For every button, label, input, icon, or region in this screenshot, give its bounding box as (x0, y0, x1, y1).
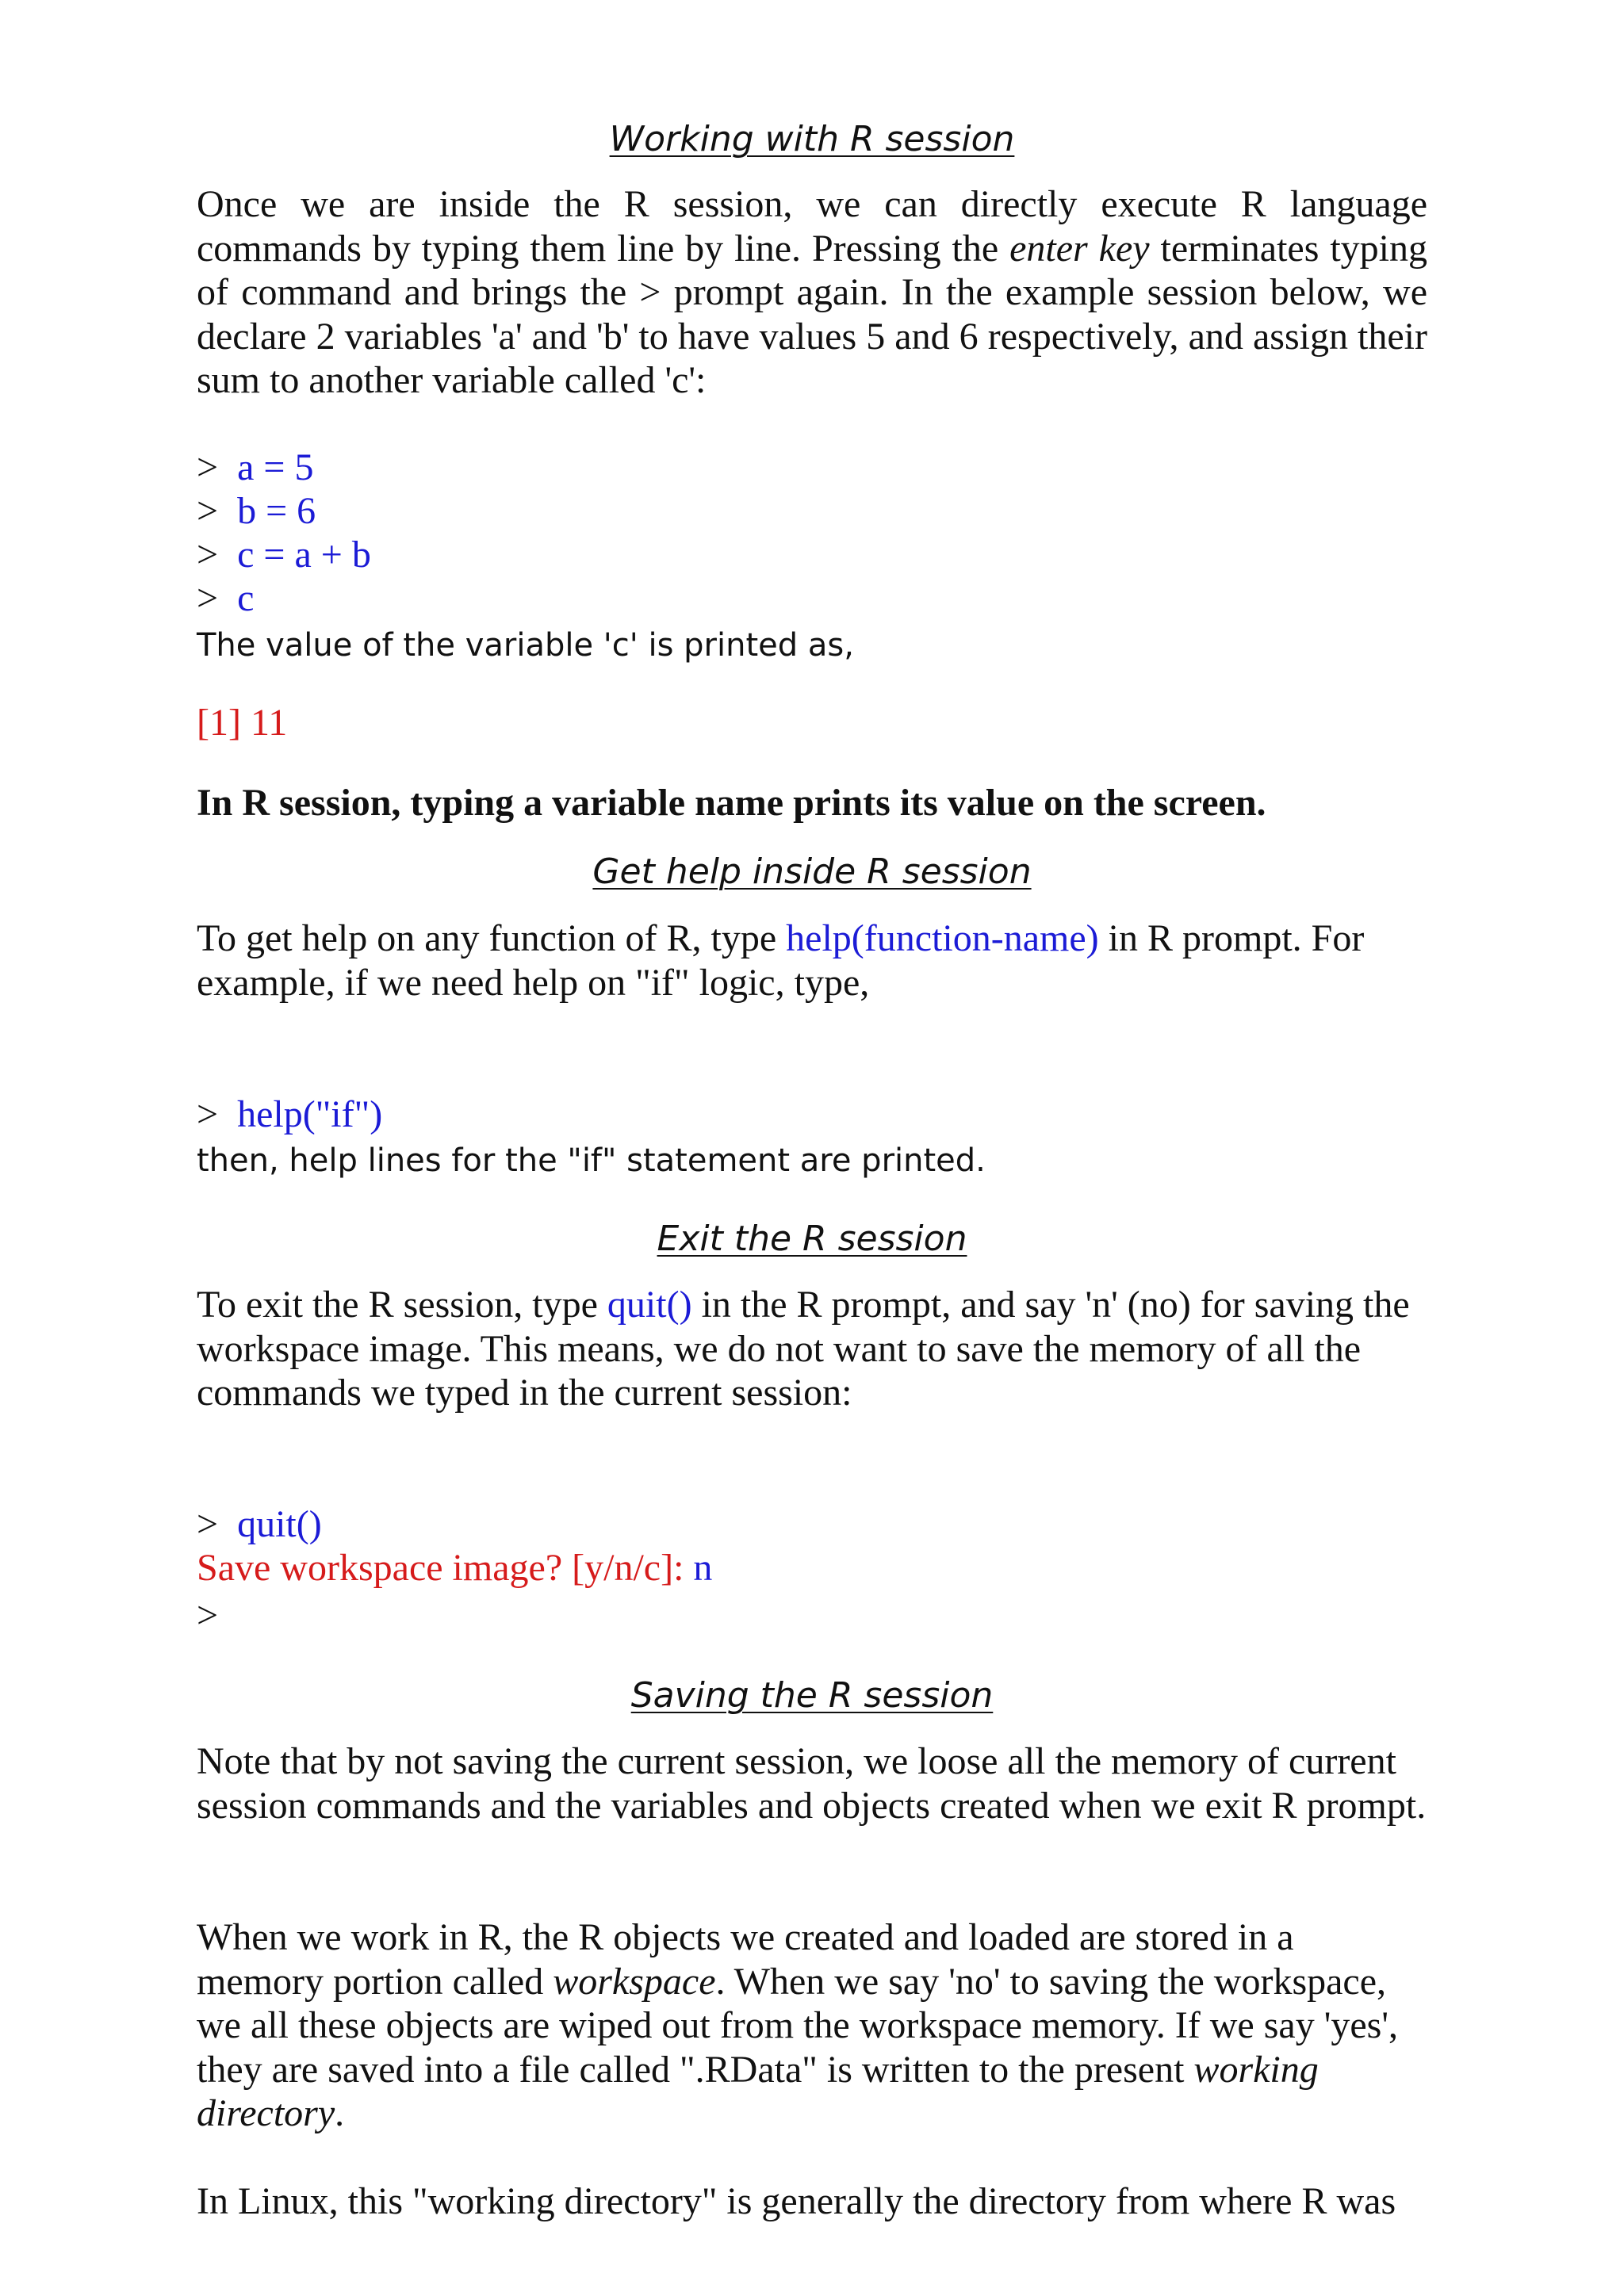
enter-key-term: enter key (1009, 227, 1150, 270)
exit-paragraph: To exit the R session, type quit() in the R prompt, and say 'n' (no) for saving the workspace image. This means, we do not want to save the memory of all the commands we typed in the current session: (197, 1284, 1410, 1414)
output-line: [1] 11 (197, 702, 288, 744)
help-after-note: then, help lines for the "if" statement are printed. (197, 1142, 986, 1179)
section-title-working: Working with R session (609, 119, 1015, 159)
code-line: > b = 6 (197, 490, 316, 532)
saving-paragraph-2: When we work in R, the R objects we created and loaded are stored in a memory portion called workspace. When we say 'no' to saving the workspace, we all these objects are wiped out from the workspace memory. If we say 'yes', they are saved into a file called ".RData" is written to the present working directory. (197, 1916, 1398, 2134)
code-line: > c (197, 577, 255, 619)
help-paragraph: To get help on any function of R, type help(function-name) in R prompt. For example, if we need help on "if" logic, type, (197, 917, 1365, 1004)
printed-note: The value of the variable 'c' is printed as, (197, 627, 854, 664)
section-title-exit: Exit the R session (657, 1219, 967, 1259)
section-title-saving: Saving the R session (630, 1675, 994, 1716)
final-prompt: > (197, 1594, 219, 1636)
saving-paragraph-3: In Linux, this "working directory" is generally the directory from where R was (197, 2180, 1396, 2222)
code-line: > a = 5 (197, 446, 314, 488)
section-title-help: Get help inside R session (592, 851, 1032, 892)
help-command-line: > help("if") (197, 1093, 383, 1135)
help-code: help(function-name) (786, 917, 1099, 959)
intro-paragraph: Once we are inside the R session, we can directly execute R language commands by typing them line by line. Pressing the enter key terminates typing of command and brings the > prompt again. In the example session below, we declare 2 variables 'a' and 'b' to have values 5 and 6 respectively, and assign their sum to another variable called 'c': (197, 183, 1427, 401)
save-prompt-line: Save workspace image? [y/n/c]: n (197, 1547, 713, 1589)
saving-paragraph-1: Note that by not saving the current session, we loose all the memory of current session commands and the variables and objects created when we exit R prompt. (197, 1740, 1427, 1827)
quit-code: quit() (607, 1284, 692, 1326)
code-line: > c = a + b (197, 534, 371, 576)
bold-note: In R session, typing a variable name prints its value on the screen. (197, 782, 1266, 824)
quit-command-line: > quit() (197, 1503, 322, 1545)
